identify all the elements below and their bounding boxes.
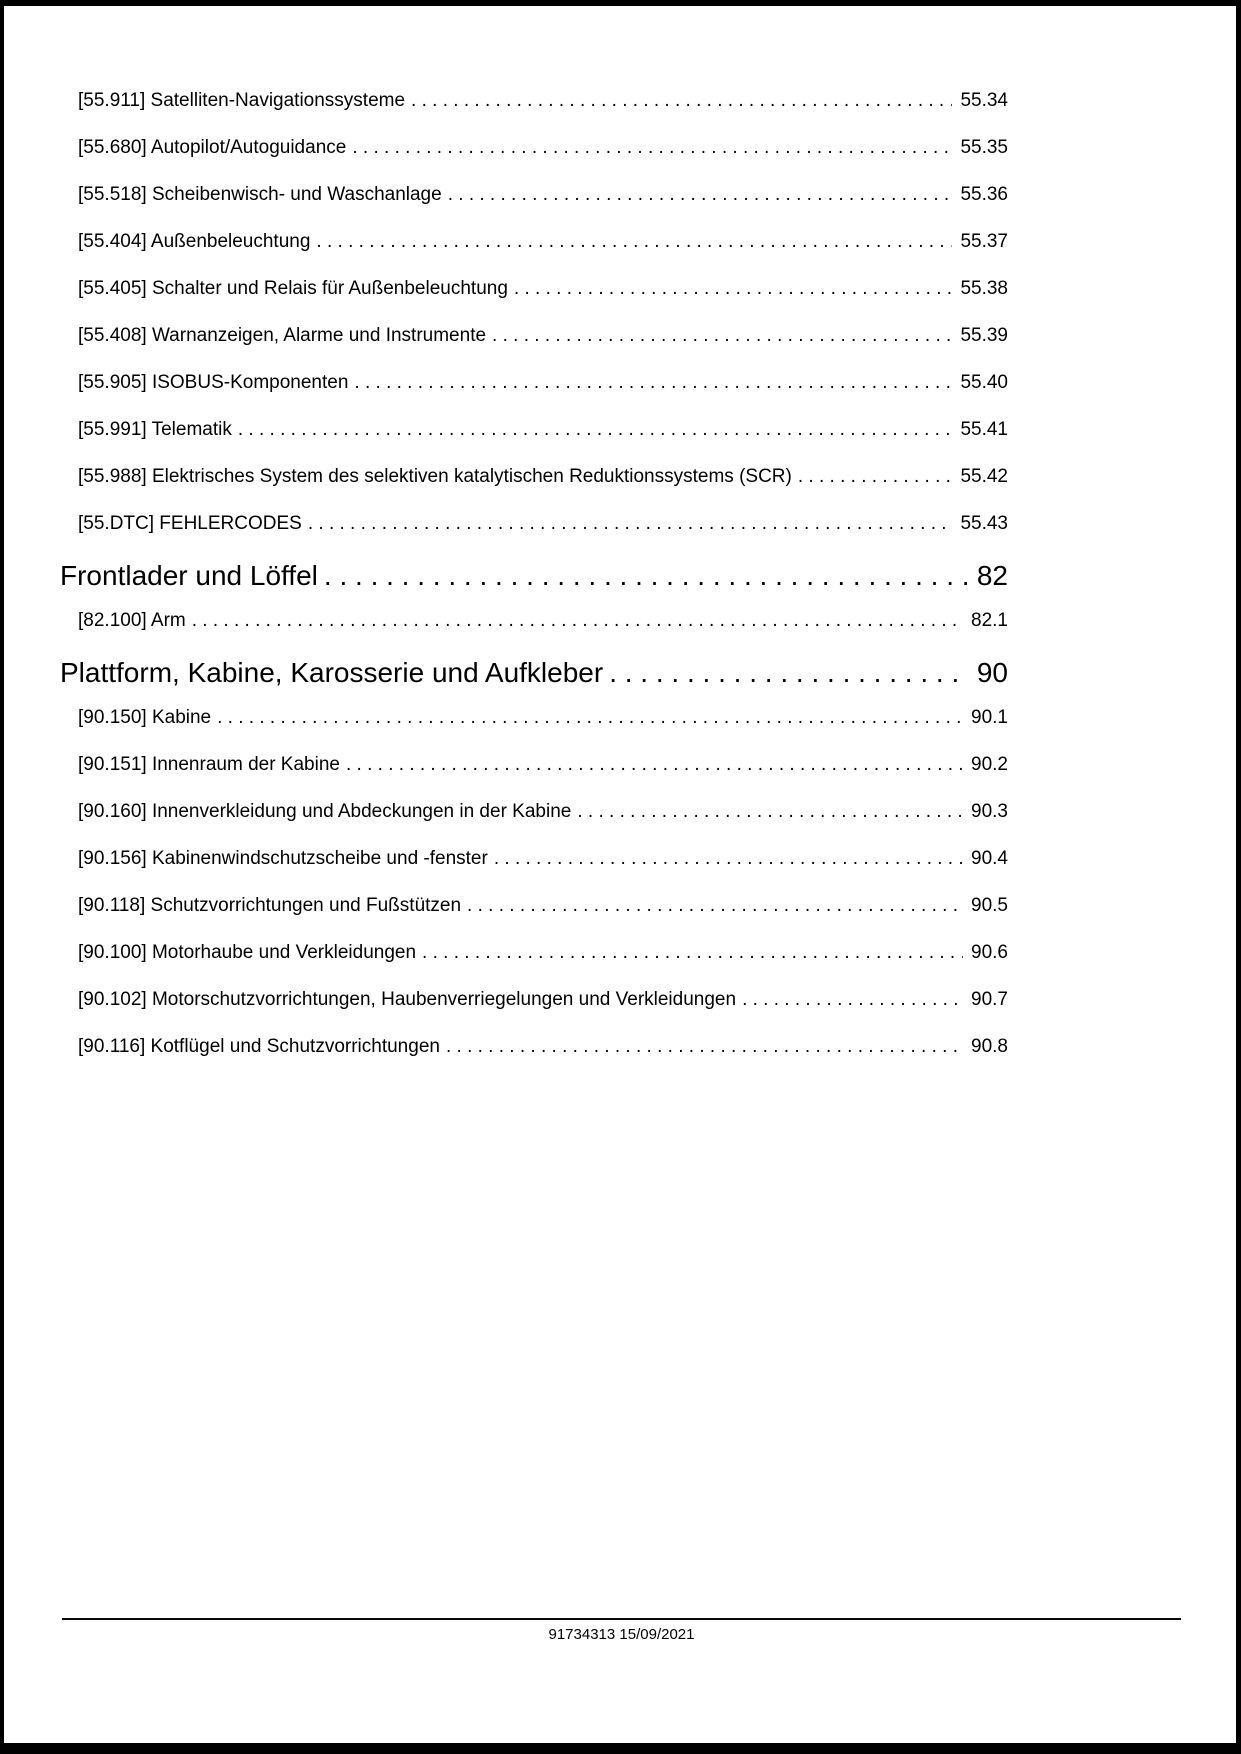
toc-entry — [0, 90, 1241, 112]
toc-entry-page: 90.4 — [971, 848, 1008, 869]
page-footer — [62, 1618, 1181, 1643]
toc-entry-label: [55.905] ISOBUS-Komponenten — [78, 372, 349, 393]
toc-entry-page: 55.41 — [960, 419, 1008, 440]
toc-leader-dots — [742, 989, 963, 1011]
toc-entry — [0, 137, 1241, 159]
toc-entry-label: [90.151] Innenraum der Kabine — [78, 754, 340, 775]
toc-section-page: 90 — [976, 657, 1008, 688]
toc-leader-dots — [494, 848, 963, 870]
toc-entry-label: [90.150] Kabine — [78, 707, 212, 728]
toc-section-label: Plattform, Kabine, Karosserie und Aufkleber — [60, 657, 604, 688]
toc-entry-label: [55.405] Schalter und Relais für Außenbeleuchtung — [78, 278, 508, 299]
toc-entry — [0, 942, 1241, 964]
scan-edge-right — [1236, 0, 1241, 1754]
toc-entry-page: 82.1 — [971, 610, 1008, 631]
toc-entry-label: [82.100] Arm — [78, 610, 186, 631]
toc-entry-label: [55.991] Telematik — [78, 419, 232, 440]
toc-entry-page: 55.36 — [960, 184, 1008, 205]
toc-leader-dots — [448, 184, 953, 206]
toc-entry — [0, 707, 1241, 729]
toc-entry-label: [55.518] Scheibenwisch- und Waschanlage — [78, 184, 442, 205]
toc-leader-dots — [492, 325, 952, 347]
toc-leader-dots — [324, 560, 969, 592]
scan-edge-bottom — [0, 1743, 1241, 1754]
toc-section-label: Frontlader und Löffel — [60, 560, 318, 591]
toc-entry-page: 90.1 — [971, 707, 1008, 728]
toc-entry — [0, 895, 1241, 917]
toc-entry-label: [55.680] Autopilot/Autoguidance — [78, 137, 347, 158]
scan-edge-left — [0, 0, 4, 1754]
toc-entry-page: 55.42 — [960, 466, 1008, 487]
toc-entry — [0, 513, 1241, 535]
toc-entry — [0, 372, 1241, 394]
toc-entry — [0, 1036, 1241, 1058]
toc-section-page: 82 — [976, 560, 1008, 591]
toc-entry-label: [55.404] Außenbeleuchtung — [78, 231, 311, 252]
toc-entry-label: [90.102] Motorschutzvorrichtungen, Haubenverriegelungen und Verkleidungen — [78, 989, 737, 1010]
toc-leader-dots — [352, 137, 952, 159]
toc-entry-page: 55.37 — [960, 231, 1008, 252]
toc-entry-label: [55.988] Elektrisches System des selektiven katalytischen Reduktionssystems (SCR) — [78, 466, 792, 487]
toc-leader-dots — [308, 513, 953, 535]
toc-leader-dots — [316, 231, 952, 253]
toc-entry — [0, 989, 1241, 1011]
toc-leader-dots — [411, 90, 952, 112]
toc-entry-label: [90.156] Kabinenwindschutzscheibe und -fenster — [78, 848, 488, 869]
toc-entry — [0, 184, 1241, 206]
toc-leader-dots — [238, 419, 953, 441]
toc-entry-label: [90.118] Schutzvorrichtungen und Fußstützen — [78, 895, 462, 916]
toc-entry — [0, 466, 1241, 488]
toc-leader-dots — [577, 801, 963, 823]
toc-section-heading — [0, 657, 1241, 689]
toc-leader-dots — [798, 466, 953, 488]
footer-text: 91734313 15/09/2021 — [548, 1626, 695, 1643]
toc-entry — [0, 848, 1241, 870]
toc-entry-label: [55.408] Warnanzeigen, Alarme und Instrumente — [78, 325, 487, 346]
toc-entry-page: 55.39 — [960, 325, 1008, 346]
toc-leader-dots — [609, 657, 969, 689]
toc-entry — [0, 754, 1241, 776]
toc-leader-dots — [467, 895, 963, 917]
scan-edge-top — [0, 0, 1241, 6]
toc-entry-page: 90.7 — [971, 989, 1008, 1010]
toc-leader-dots — [217, 707, 963, 729]
toc-entry-page: 90.5 — [971, 895, 1008, 916]
toc-entry — [0, 801, 1241, 823]
toc-entry-page: 90.8 — [971, 1036, 1008, 1057]
toc-entry — [0, 231, 1241, 253]
toc-entry — [0, 419, 1241, 441]
toc-entry-label: [90.160] Innenverkleidung und Abdeckungen in der Kabine — [78, 801, 572, 822]
toc-entry-page: 90.2 — [971, 754, 1008, 775]
toc-entry-page: 90.3 — [971, 801, 1008, 822]
toc-entry — [0, 610, 1241, 632]
toc-entry-label: [90.100] Motorhaube und Verkleidungen — [78, 942, 417, 963]
toc-entry-page: 55.43 — [960, 513, 1008, 534]
toc-leader-dots — [346, 754, 963, 776]
toc-entry-page: 55.34 — [960, 90, 1008, 111]
toc-entry-page: 55.35 — [960, 137, 1008, 158]
toc-section-heading — [0, 560, 1241, 592]
toc-entry-page: 55.40 — [960, 372, 1008, 393]
toc-entry-label: [90.116] Kotflügel und Schutzvorrichtungen — [78, 1036, 440, 1057]
toc-entry-label: [55.911] Satelliten-Navigationssysteme — [78, 90, 406, 111]
toc-leader-dots — [354, 372, 952, 394]
toc-leader-dots — [446, 1036, 963, 1058]
toc-leader-dots — [514, 278, 953, 300]
toc-entry-label: [55.DTC] FEHLERCODES — [78, 513, 302, 534]
toc-entry-page: 55.38 — [960, 278, 1008, 299]
toc-entry-page: 90.6 — [971, 942, 1008, 963]
toc-leader-dots — [192, 610, 963, 632]
toc-entry — [0, 325, 1241, 347]
toc-entry — [0, 278, 1241, 300]
toc-leader-dots — [422, 942, 963, 964]
